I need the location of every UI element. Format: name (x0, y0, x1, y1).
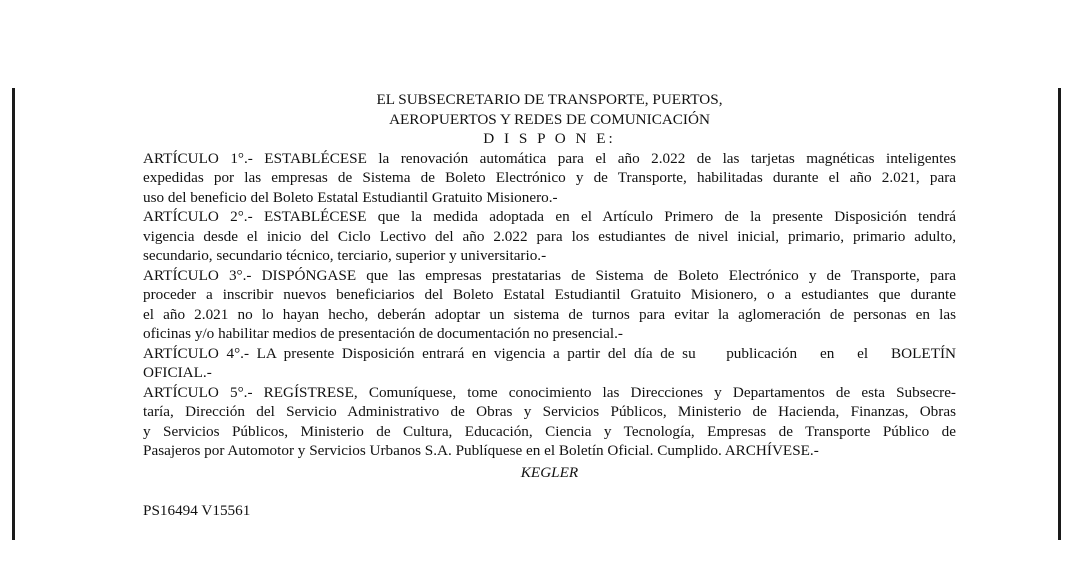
article-2-line: ARTÍCULO 2°.- ESTABLÉCESE que la medida adoptada en el Artículo Primero de la presente Disposición tendrá (143, 208, 956, 225)
article-3-line: ARTÍCULO 3°.- DISPÓNGASE que las empresas prestatarias de Sistema de Boleto Electrónico y de Transporte, para (143, 266, 956, 284)
article-5-line: y Servicios Públicos, Ministerio de Cultura, Educación, Ciencia y Tecnología, Empresas de Transporte Público de (143, 422, 956, 440)
article-5-line: ARTÍCULO 5°.- REGÍSTRESE, Comuníquese, tome conocimiento las Direcciones y Departamentos de esta Subsecre- (143, 383, 956, 401)
article-2-line: secundario, secundario técnico, terciario, superior y universitario.- (143, 247, 547, 264)
article-1-line: expedidas por las empresas de Sistema de Boleto Electrónico y de Transporte, habilitadas durante el año 2.021, para (143, 169, 956, 186)
article-4-line: OFICIAL.- (143, 364, 212, 381)
article-2-line: vigencia desde el inicio del Ciclo Lectivo del año 2.022 para los estudiantes de nivel inicial, primario, primario adulto, (143, 227, 956, 245)
article-5-line: taría, Dirección del Servicio Administrativo de Obras y Servicios Públicos, Ministerio de Hacienda, Finanzas, Obras (143, 403, 956, 420)
left-margin-rule (12, 88, 15, 540)
publication-reference: PS16494 V15561 (143, 502, 251, 519)
article-1-line: uso del beneficio del Boleto Estatal Estudiantil Gratuito Misionero.- (143, 188, 558, 206)
article-3-line: proceder a inscribir nuevos beneficiarios del Boleto Estatal Estudiantil Gratuito Misionero, o a estudiantes que durante (143, 286, 956, 303)
article-1-line: ARTÍCULO 1°.- ESTABLÉCESE la renovación automática para el año 2.022 de las tarjetas magnéticas inteligentes (143, 149, 956, 167)
article-3-line: el año 2.021 no lo hayan hecho, deberán adoptar un sistema de turnos para evitar la aglomeración de personas en las (143, 305, 956, 323)
article-4 (143, 344, 956, 383)
article-4-line: ARTÍCULO 4°.- LA presente Disposición entrará en vigencia a partir del día de su publicación en el BOLETÍN (143, 344, 956, 362)
signature-name: KEGLER (520, 463, 579, 481)
article-5 (143, 383, 956, 461)
header-line-2: AEROPUERTOS Y REDES DE COMUNICACIÓN (389, 110, 710, 128)
right-margin-rule (1058, 88, 1061, 540)
article-5-line: Pasajeros por Automotor y Servicios Urbanos S.A. Publíquese en el Boletín Oficial. Cumplido. ARCHÍVESE.- (143, 442, 819, 459)
article-3-line: oficinas y/o habilitar medios de presentación de documentación no presencial.- (143, 325, 623, 342)
document-body (143, 90, 956, 521)
article-3 (143, 266, 956, 344)
header-line-1: EL SUBSECRETARIO DE TRANSPORTE, PUERTOS, (376, 91, 723, 108)
article-2 (143, 207, 956, 266)
header-dispone: D I S P O N E: (483, 130, 616, 147)
article-1 (143, 149, 956, 208)
